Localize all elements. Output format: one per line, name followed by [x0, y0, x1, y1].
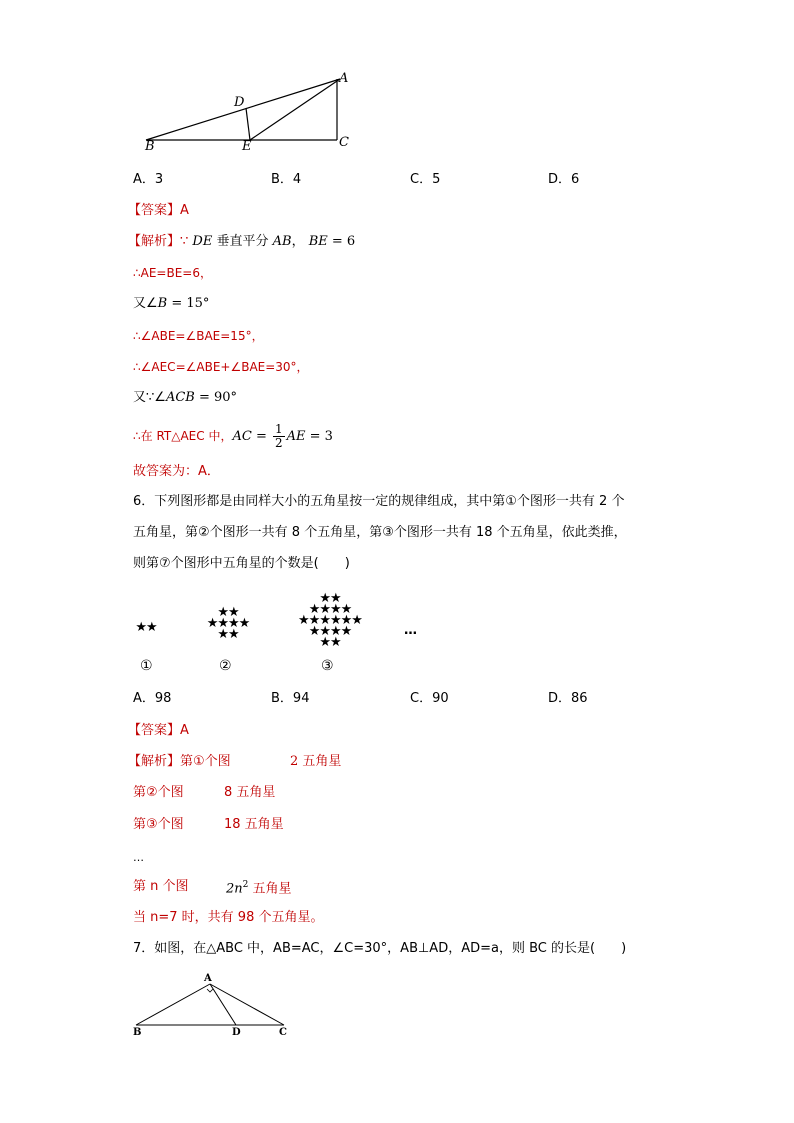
q7-question-line-1: 7．如图，在△ABC 中，AB=AC，∠C=30°，AB⊥AD，AD=a，则 BC 的长是( )	[133, 941, 627, 956]
q6-answer	[128, 722, 189, 740]
star-row: ★★	[217, 627, 239, 642]
q5-l7-text: ∴在 RT△AEC 中，	[133, 429, 233, 443]
q7-fig-label-b: B	[133, 1027, 142, 1038]
star-row: ★★★★	[308, 602, 352, 617]
q5-analysis-line-3	[133, 295, 209, 313]
star-figure-label-3: ③	[321, 658, 334, 674]
star-figure-label-1: ①	[140, 658, 153, 674]
star-row: ★★★★★★	[298, 613, 362, 628]
star-row: ★★	[319, 591, 341, 606]
q6-r6: 当 n=7 时，共有 98 个五角星。	[133, 910, 324, 925]
q6-option-d: D．86	[548, 691, 588, 706]
q5-l1-be: BE	[308, 234, 328, 249]
q5-analysis-line-5: ∴∠AEC=∠ABE+∠BAE=30°，	[133, 360, 309, 374]
q6-r5-expr: 2n	[226, 881, 243, 897]
q6-option-c: C．90	[410, 691, 449, 706]
q5-option-d: D．6	[548, 172, 580, 187]
q6-r5-unit: 五角星	[248, 881, 292, 897]
q5-l1-text: 垂直平分	[212, 234, 273, 249]
q5-l1-eq: = 6	[327, 234, 356, 249]
q5-l7-denominator: 2	[274, 436, 283, 450]
star-figure-label-2: ②	[219, 658, 232, 674]
q6-r5-label: 第 n 个图	[133, 879, 189, 894]
q6-question-line-2: 五角星，第②个图形一共有 8 个五角星，第③个图形一共有 18 个五角星，依此类推，	[133, 525, 627, 540]
q5-l7-fraction	[273, 423, 285, 450]
fig1-label-b: B	[145, 139, 155, 154]
q6-r3-label: 第③个图	[133, 817, 184, 832]
fig1-label-a: A	[339, 71, 349, 86]
q5-analysis-line-8: 故答案为：A．	[133, 464, 220, 479]
q6-question-line-1: 6．下列图形都是由同样大小的五角星按一定的规律组成，其中第①个图形一共有 2 个	[133, 494, 625, 509]
q5-analysis-line-4: ∴∠ABE=∠BAE=15°，	[133, 329, 264, 343]
q5-l7-numerator: 1	[274, 422, 283, 436]
q5-analysis-line-2: ∴AE=BE=6，	[133, 266, 212, 280]
q5-l7-result: = 3	[305, 429, 333, 444]
q6-option-a: A．98	[133, 691, 172, 706]
q6-r5-exponent: 2	[242, 880, 249, 890]
q5-l7-ac: AC	[232, 429, 252, 444]
q5-analysis-line-1	[128, 233, 355, 251]
q6-analysis-row-1	[128, 753, 231, 771]
q6-r1-label: 第①个图	[180, 754, 231, 769]
triangle-figure-q7	[130, 970, 300, 1040]
q6-r1-value: 2 五角星	[290, 754, 342, 769]
q7-fig-label-c: C	[279, 1027, 287, 1038]
q6-answer-tag: 【答案】	[128, 723, 181, 738]
q5-option-b: B．4	[271, 172, 302, 187]
star-row: ★★★★	[308, 624, 352, 639]
q5-analysis-tag: 【解析】	[128, 234, 181, 249]
q6-r3-value: 18 五角星	[224, 817, 284, 832]
q7-fig-label-a: A	[204, 973, 212, 984]
star-figure-ellipsis: …	[404, 623, 417, 638]
q5-l6-text: 又∵∠	[133, 390, 166, 405]
q6-r5-value	[226, 876, 292, 898]
fig1-label-c: C	[339, 135, 349, 150]
star-figure-2	[200, 607, 256, 640]
q5-l1-de: DE	[192, 234, 213, 249]
q5-answer-tag: 【答案】	[128, 203, 181, 218]
fig1-label-e: E	[242, 139, 252, 154]
q5-l6-eq: = 90°	[194, 390, 238, 405]
q5-option-a: A．3	[133, 172, 164, 187]
q7-fig-label-d: D	[232, 1027, 241, 1038]
q5-option-c: C．5	[410, 172, 441, 187]
q6-analysis-tag: 【解析】	[128, 754, 181, 769]
q5-l1-because: ∵	[180, 234, 193, 249]
q5-l3-text: 又∠	[133, 296, 158, 311]
q5-l3-eq: = 15°	[167, 296, 210, 311]
q5-analysis-line-6	[133, 389, 237, 407]
star-row: ★★★★	[206, 616, 250, 631]
q6-question-line-3: 则第⑦个图形中五角星的个数是( )	[133, 556, 350, 571]
q6-option-b: B．94	[271, 691, 310, 706]
q5-l1-ab: AB	[272, 234, 292, 249]
q5-l7-eq: =	[251, 429, 271, 444]
star-figure-1: ★★	[135, 620, 157, 635]
q5-l7-ae: AE	[286, 429, 306, 444]
q6-r2-value: 8 五角星	[224, 785, 276, 800]
q5-l6-acb: ACB	[165, 390, 195, 405]
fig1-label-d: D	[234, 95, 245, 110]
star-row: ★★	[319, 635, 341, 650]
star-row: ★★	[217, 605, 239, 620]
q6-r2-label: 第②个图	[133, 785, 184, 800]
q6-answer-value: A	[180, 723, 189, 738]
star-figure-3	[290, 593, 370, 648]
q5-l3-b: B	[157, 296, 168, 311]
q5-l1-comma: ，	[291, 234, 309, 249]
q5-analysis-line-7	[133, 420, 333, 453]
q5-answer	[128, 202, 189, 220]
q5-answer-value: A	[180, 203, 189, 218]
q6-r4-ellipsis: …	[133, 851, 144, 864]
